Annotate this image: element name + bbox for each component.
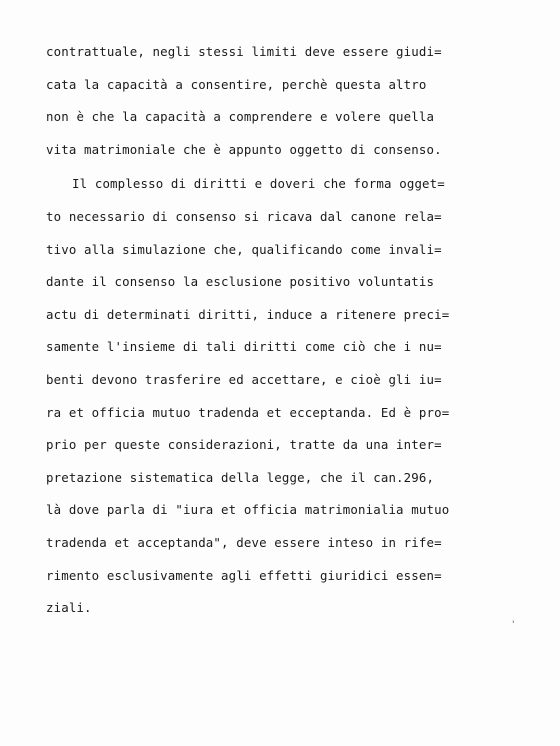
text-line: actu di determinati diritti, induce a ritenere preci= (46, 306, 450, 322)
text-line: rimento esclusivamente agli effetti giuridici essen= (46, 567, 442, 583)
text-line: Il complesso di diritti e doveri che forma ogget= (72, 176, 445, 192)
text-line: contrattuale, negli stessi limiti deve essere giudi= (46, 44, 442, 59)
text-line: to necessario di consenso si ricava dal canone rela= (46, 208, 442, 224)
text-line: tradenda et acceptanda", deve essere inteso in rife= (46, 534, 442, 550)
text-line: vita matrimoniale che è appunto oggetto di consenso. (46, 141, 442, 157)
text-line: ra et officia mutuo tradenda et ecceptanda. Ed è pro= (46, 404, 450, 420)
text-line: là dove parla di "iura et officia matrimonialia mutuo (46, 502, 450, 518)
text-line: non è che la capacità a comprendere e volere quella (46, 109, 435, 125)
document-body (46, 36, 526, 625)
text-line: dante il consenso la esclusione positivo voluntatis (46, 274, 435, 290)
text-line: benti devono trasferire ed accettare, e cioè gli iu= (46, 371, 442, 387)
text-line: tivo alla simulazione che, qualificando come invali= (46, 241, 442, 257)
stray-mark: ' (512, 620, 515, 630)
text-line: pretazione sistematica della legge, che il can.296, (46, 469, 435, 485)
text-line: cata la capacità a consentire, perchè questa altro (46, 76, 427, 92)
text-line: prio per queste considerazioni, tratte da una inter= (46, 437, 442, 453)
text-line: ziali. (46, 600, 92, 616)
text-line: samente l'insieme di tali diritti come ciò che i nu= (46, 339, 442, 355)
